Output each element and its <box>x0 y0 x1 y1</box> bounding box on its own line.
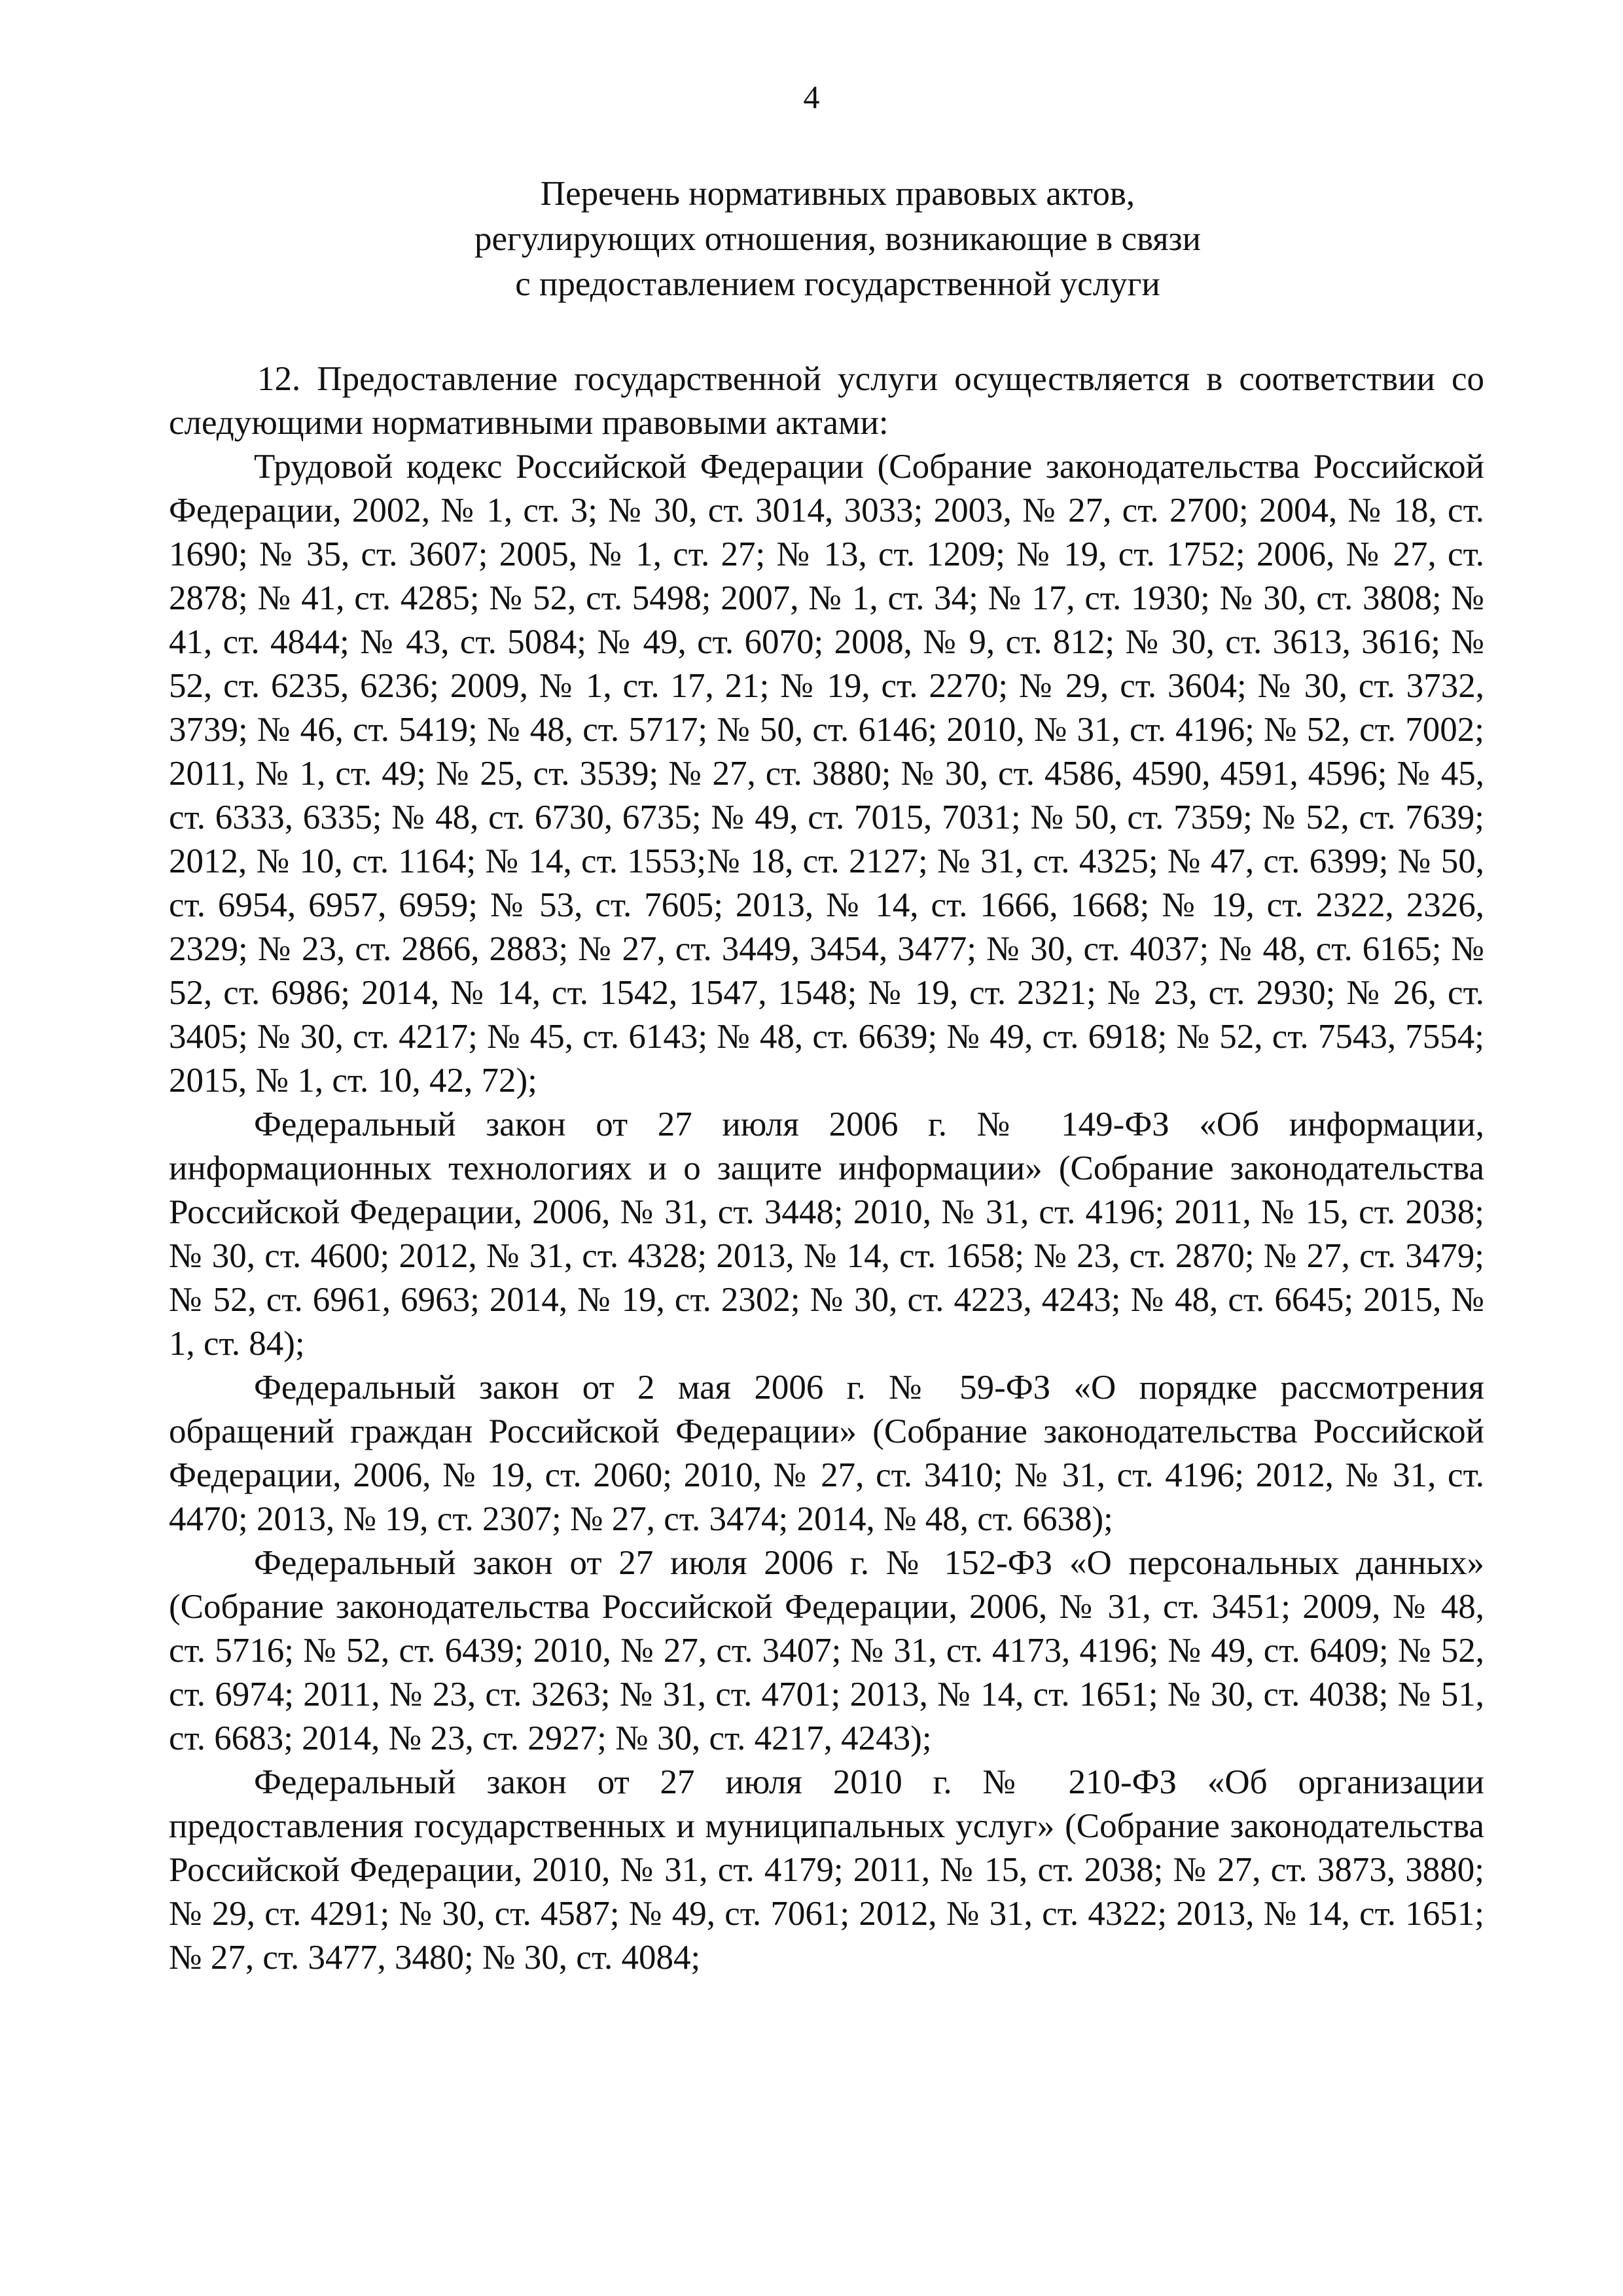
heading-line-2: регулирующих отношения, возникающие в связи <box>474 220 1201 258</box>
paragraph-law-149-fz: Федеральный закон от 27 июля 2006 г. № 149-ФЗ «Об информации, информационных технологиях и о защите информации» (Собрание законодательства Российской Федерации, 2006, № 31, ст. 3448; 2010, № 31, ст. 4196; 2011, № 15, ст. 2038; № 30, ст. 4600; 2012, № 31, ст. 4328; 2013, № 14, ст. 1658; № 23, ст. 2870; № 27, ст. 3479; № 52, ст. 6961, 6963; 2014, № 19, ст. 2302; № 30, ст. 4223, 4243; № 48, ст. 6645; 2015, № 1, ст. 84); <box>169 1105 1484 1363</box>
paragraph-item-12-intro: 12. Предоставление государственной услуги осуществляется в соответствии со следующими нормативными правовыми актами: <box>169 360 1484 442</box>
paragraph-law-210-fz: Федеральный закон от 27 июля 2010 г. № 210-ФЗ «Об организации предоставления государственных и муниципальных услуг» (Собрание законодательства Российской Федерации, 2010, № 31, ст. 4179; 2011, № 15, ст. 2038; № 27, ст. 3873, 3880; № 29, ст. 4291; № 30, ст. 4587; № 49, ст. 7061; 2012, № 31, ст. 4322; 2013, № 14, ст. 1651; № 27, ст. 3477, 3480; № 30, ст. 4084; <box>169 1763 1484 1977</box>
heading-line-1: Перечень нормативных правовых актов, <box>540 175 1135 213</box>
page-number: 4 <box>803 79 820 115</box>
section-heading <box>183 171 1492 307</box>
heading-line-3: с предоставлением государственной услуги <box>515 265 1160 303</box>
paragraph-labor-code: Трудовой кодекс Российской Федерации (Собрание законодательства Российской Федерации, 2002, № 1, ст. 3; № 30, ст. 3014, 3033; 2003, № 27, ст. 2700; 2004, № 18, ст. 1690; № 35, ст. 3607; 2005, № 1, ст. 27; № 13, ст. 1209; № 19, ст. 1752; 2006, № 27, ст. 2878; № 41, ст. 4285; № 52, ст. 5498; 2007, № 1, ст. 34; № 17, ст. 1930; № 30, ст. 3808; № 41, ст. 4844; № 43, ст. 5084; № 49, ст. 6070; 2008, № 9, ст. 812; № 30, ст. 3613, 3616; № 52, ст. 6235, 6236; 2009, № 1, ст. 17, 21; № 19, ст. 2270; № 29, ст. 3604; № 30, ст. 3732, 3739; № 46, ст. 5419; № 48, ст. 5717; № 50, ст. 6146; 2010, № 31, ст. 4196; № 52, ст. 7002; 2011, № 1, ст. 49; № 25, ст. 3539; № 27, ст. 3880; № 30, ст. 4586, 4590, 4591, 4596; № 45, ст. 6333, 6335; № 48, ст. 6730, 6735; № 49, ст. 7015, 7031; № 50, ст. 7359; № 52, ст. 7639; 2012, № 10, ст. 1164; № 14, ст. 1553;№ 18, ст. 2127; № 31, ст. 4325; № 47, ст. 6399; № 50, ст. 6954, 6957, 6959; № 53, ст. 7605; 2013, № 14, ст. 1666, 1668; № 19, ст. 2322, 2326, 2329; № 23, ст. 2866, 2883; № 27, ст. 3449, 3454, 3477; № 30, ст. 4037; № 48, ст. 6165; № 52, ст. 6986; 2014, № 14, ст. 1542, 1547, 1548; № 19, ст. 2321; № 23, ст. 2930; № 26, ст. 3405; № 30, ст. 4217; № 45, ст. 6143; № 48, ст. 6639; № 49, ст. 6918; № 52, ст. 7543, 7554; 2015, № 1, ст. 10, 42, 72); <box>169 448 1484 1100</box>
paragraph-law-59-fz: Федеральный закон от 2 мая 2006 г. № 59-ФЗ «О порядке рассмотрения обращений граждан Российской Федерации» (Собрание законодательства Российской Федерации, 2006, № 19, ст. 2060; 2010, № 27, ст. 3410; № 31, ст. 4196; 2012, № 31, ст. 4470; 2013, № 19, ст. 2307; № 27, ст. 3474; 2014, № 48, ст. 6638); <box>169 1369 1484 1538</box>
paragraph-law-152-fz: Федеральный закон от 27 июля 2006 г. № 152-ФЗ «О персональных данных» (Собрание законодательства Российской Федерации, 2006, № 31, ст. 3451; 2009, № 48, ст. 5716; № 52, ст. 6439; 2010, № 27, ст. 3407; № 31, ст. 4173, 4196; № 49, ст. 6409; № 52, ст. 6974; 2011, № 23, ст. 3263; № 31, ст. 4701; 2013, № 14, ст. 1651; № 30, ст. 4038; № 51, ст. 6683; 2014, № 23, ст. 2927; № 30, ст. 4217, 4243); <box>169 1544 1484 1757</box>
document-body <box>169 357 1484 1980</box>
